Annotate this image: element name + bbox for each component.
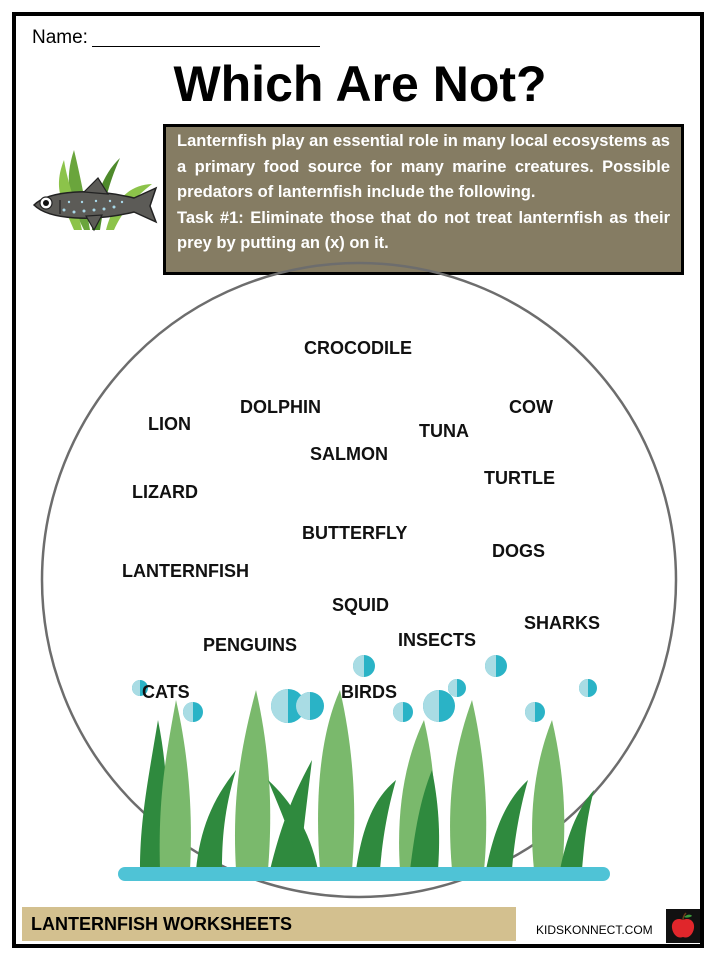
word-penguins[interactable]: PENGUINS	[203, 635, 298, 655]
site-link[interactable]: KIDSKONNECT.COM	[536, 923, 653, 937]
word-sharks[interactable]: SHARKS	[524, 613, 601, 633]
grass-illustration	[140, 690, 594, 870]
word-butterfly[interactable]: BUTTERFLY	[302, 523, 408, 543]
word-salmon[interactable]: SALMON	[310, 444, 388, 464]
word-cow[interactable]: COW	[509, 397, 553, 417]
logo-box	[666, 909, 700, 943]
apple-icon	[666, 909, 700, 943]
page-title: Which Are Not?	[173, 56, 547, 112]
word-dogs[interactable]: DOGS	[492, 541, 546, 561]
word-squid[interactable]: SQUID	[332, 595, 390, 615]
word-birds[interactable]: BIRDS	[341, 682, 398, 702]
word-cats[interactable]: CATS	[142, 682, 190, 702]
word-insects[interactable]: INSECTS	[398, 630, 477, 650]
ground-bar	[118, 867, 610, 881]
task-text: Task #1: Eliminate those that do not treat lanternfish as their prey by putting an (x) on it.	[177, 208, 670, 252]
word-lizard[interactable]: LIZARD	[132, 482, 198, 502]
name-label: Name:	[32, 27, 88, 48]
footer-label: LANTERNFISH WORKSHEETS	[31, 914, 292, 934]
word-turtle[interactable]: TURTLE	[484, 468, 555, 488]
intro-paragraph: Lanternfish play an essential role in many local ecosystems as a primary food source for many marine creatures. Possible predators of lanternfish include the following.	[177, 132, 670, 201]
word-lion[interactable]: LION	[148, 414, 191, 434]
word-tuna[interactable]: TUNA	[419, 421, 469, 441]
word-crocodile[interactable]: CROCODILE	[304, 338, 412, 358]
word-lanternfish[interactable]: LANTERNFISH	[122, 561, 249, 581]
word-dolphin[interactable]: DOLPHIN	[240, 397, 321, 417]
